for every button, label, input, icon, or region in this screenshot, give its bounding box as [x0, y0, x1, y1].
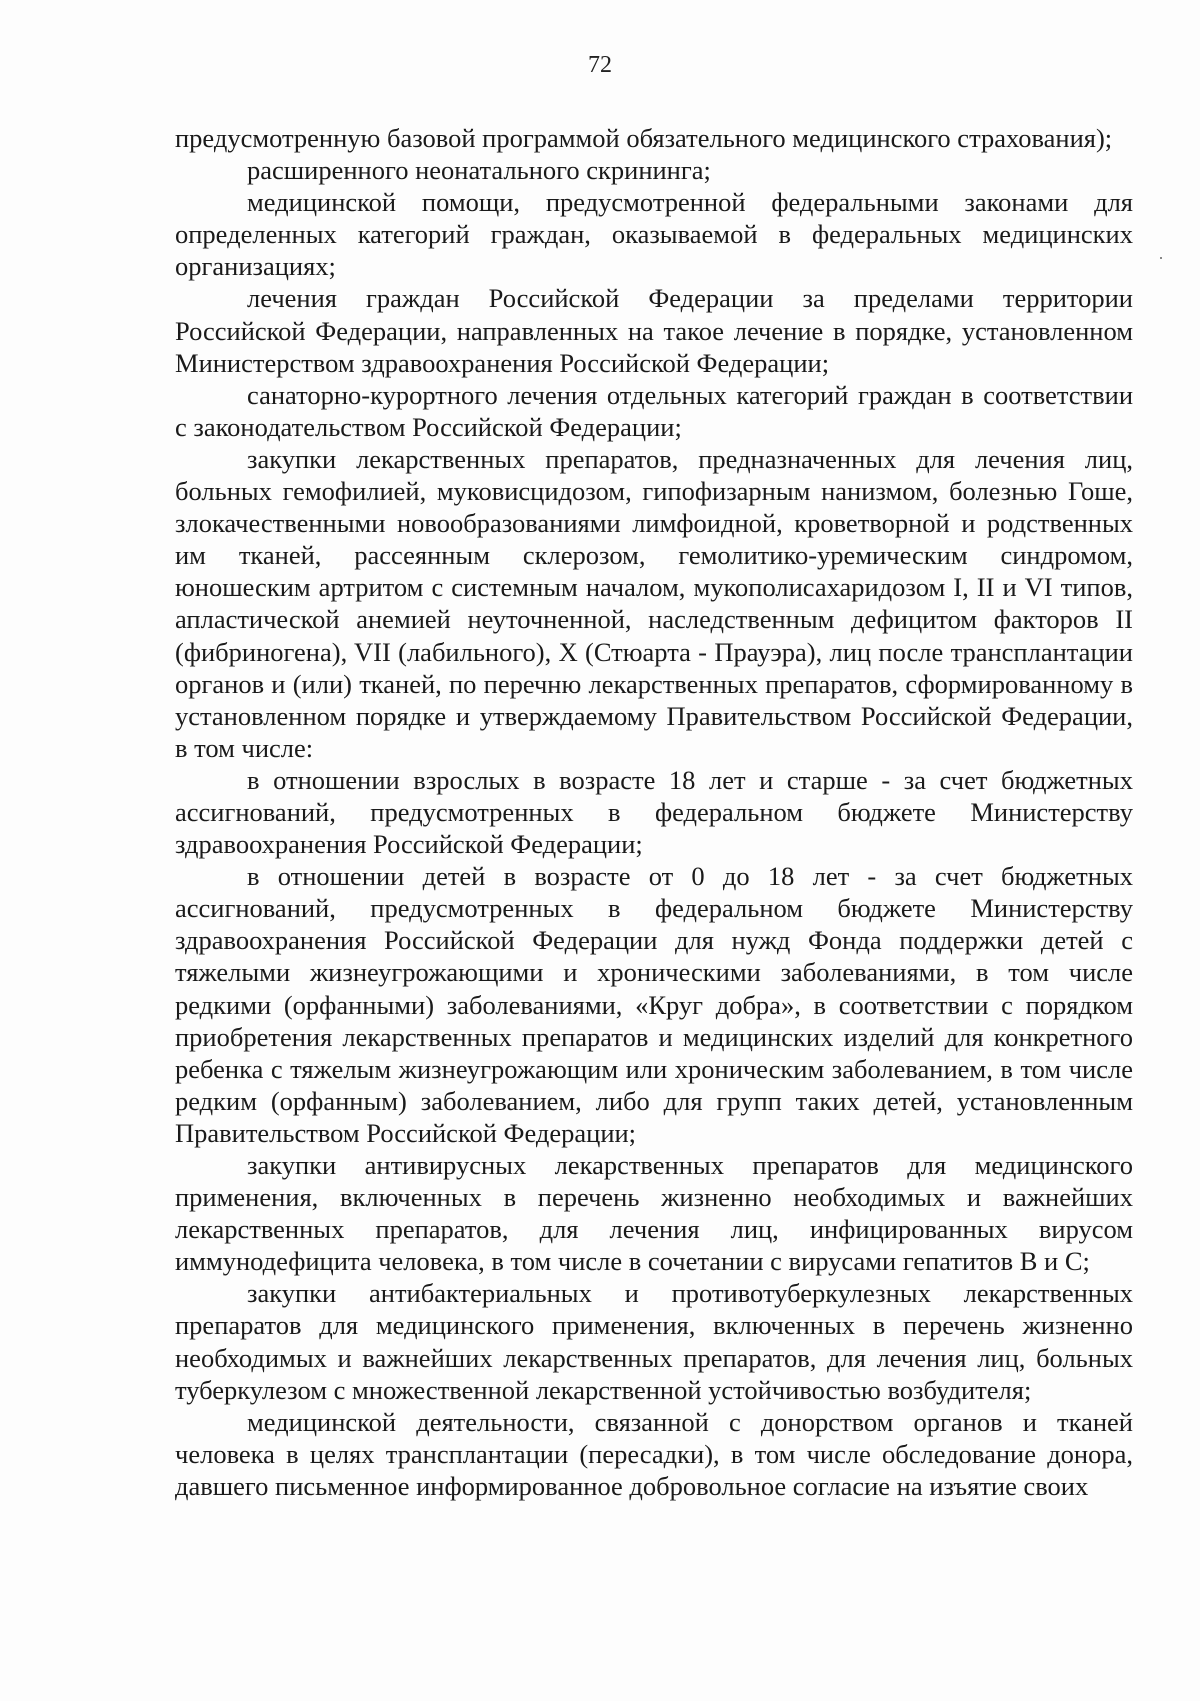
paragraph: закупки лекарственных препаратов, предназначенных для лечения лиц, больных гемофилией, муковисцидозом, гипофизарным нанизмом, болезнью Гоше, злокачественными новообразованиями лимфоидной, кроветворной и родственных им тканей, рассеянным склерозом, гемолитико-уремическим синдромом, юношеским артритом с системным началом, мукополисахаридозом I, II и VI типов, апластической анемией неуточненной, наследственным дефицитом факторов II (фибриногена), VII (лабильного), X (Стюарта - Прауэра), лиц после трансплантации органов и (или) тканей, по перечню лекарственных препаратов, сформированному в установленном порядке и утверждаемому Правительством Российской Федерации, в том числе:: [175, 443, 1133, 763]
margin-mark: [1160, 257, 1162, 259]
paragraph: медицинской деятельности, связанной с донорством органов и тканей человека в целях трансплантации (пересадки), в том числе обследование донора, давшего письменное информированное добровольное согласие на изъятие своих: [175, 1406, 1133, 1501]
paragraph: расширенного неонатального скрининга;: [247, 155, 711, 186]
paragraph: закупки антивирусных лекарственных препаратов для медицинского применения, включенных в перечень жизненно необходимых и важнейших лекарственных препаратов, для лечения лиц, инфицированных вирусом иммунодефицита человека, в том числе в сочетании с вирусами гепатитов B и C;: [175, 1150, 1133, 1277]
body-text: [175, 122, 1133, 1502]
paragraph: предусмотренную базовой программой обязательного медицинского страхования);: [175, 123, 1113, 153]
paragraph: в отношении детей в возрасте от 0 до 18 лет - за счет бюджетных ассигнований, предусмотренных в федеральном бюджете Министерству здравоохранения Российской Федерации для нужд Фонда поддержки детей с тяжелыми жизнеугрожающими и хроническими заболеваниями, в том числе редкими (орфанными) заболеваниями, «Круг добра», в соответствии с порядком приобретения лекарственных препаратов и медицинских изделий для конкретного ребенка с тяжелым жизнеугрожающим или хроническим заболеванием, в том числе редким (орфанным) заболеванием, либо для групп таких детей, установленным Правительством Российской Федерации;: [175, 861, 1133, 1148]
paragraph: медицинской помощи, предусмотренной федеральными законами для определенных категорий граждан, оказываемой в федеральных медицинских организациях;: [175, 187, 1133, 282]
page-number: 72: [588, 52, 612, 78]
paragraph: в отношении взрослых в возрасте 18 лет и старше - за счет бюджетных ассигнований, предусмотренных в федеральном бюджете Министерству здравоохранения Российской Федерации;: [175, 764, 1133, 860]
paragraph: санаторно-курортного лечения отдельных категорий граждан в соответствии с законодательством Российской Федерации;: [175, 379, 1133, 442]
paragraph: закупки антибактериальных и противотуберкулезных лекарственных препаратов для медицинского применения, включенных в перечень жизненно необходимых и важнейших лекарственных препаратов, для лечения лиц, больных туберкулезом с множественной лекарственной устойчивостью возбудителя;: [175, 1278, 1133, 1405]
paragraph: лечения граждан Российской Федерации за пределами территории Российской Федерации, направленных на такое лечение в порядке, установленном Министерством здравоохранения Российской Федерации;: [175, 283, 1133, 378]
